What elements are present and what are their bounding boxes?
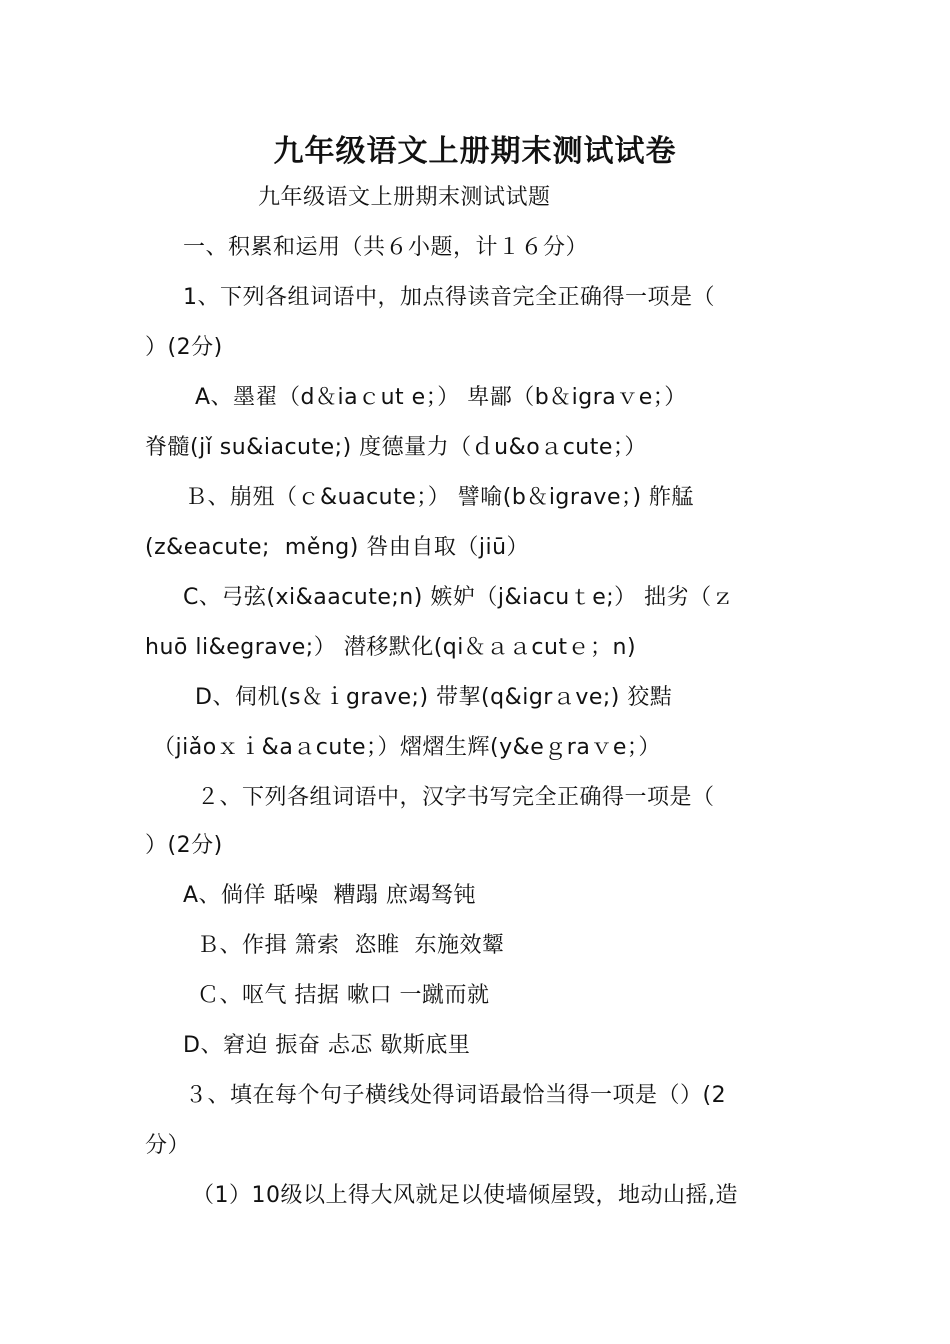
option-c-line: C、弓弦(xi&aacute;n) 嫉妒（j&iacuｔe;） 拙劣（ｚ xyxy=(183,585,735,610)
question-3-line: ３、填在每个句子横线处得词语最恰当得一项是（）(2 xyxy=(185,1083,727,1108)
question-2-line: ２、下列各组词语中，汉字书写完全正确得一项是（ xyxy=(197,785,715,810)
question-2-points: ）(2分) xyxy=(145,833,223,858)
q2-option-c: Ｃ、呕气 拮据 嗽口 一蹴而就 xyxy=(197,983,490,1008)
question-1-points: ）(2分) xyxy=(145,335,223,360)
question-3-points: 分） xyxy=(145,1133,191,1158)
subtitle-line: 九年级语文上册期末测试试题 xyxy=(258,185,551,210)
q2-option-a: A、倘佯 聒噪 糟蹋 庶竭驽钝 xyxy=(183,883,477,908)
question-3-sub-1: （1）10级以上得大风就足以使墙倾屋毁，地动山摇,造 xyxy=(192,1183,738,1208)
option-b-line-cont: (z&eacute; měng) 咎由自取（jiū） xyxy=(145,535,530,560)
section-heading: 一、积累和运用（共６小题，计１６分） xyxy=(183,235,589,260)
option-a-line-cont: 脊髓(jǐ su&iacute;) 度德量力（ｄu&oａcute；） xyxy=(145,435,647,460)
option-b-line: Ｂ、崩殂（ｃ&uacute；） 譬喻(b＆igrave；) 舴艋 xyxy=(185,485,695,510)
document-title: 九年级语文上册期末测试试卷 xyxy=(273,134,677,169)
option-d-line-cont: （jiǎoｘｉ&aａcute；）熠熠生辉(y&eｇraｖe；） xyxy=(153,735,661,760)
option-d-line: D、伺机(s＆ｉgrave;) 带挈(q&igrａve;) 狡黠 xyxy=(195,685,673,710)
q2-option-d: D、窘迫 振奋 忐忑 歇斯底里 xyxy=(183,1033,471,1058)
question-1-line: 1、下列各组词语中，加点得读音完全正确得一项是（ xyxy=(183,285,715,310)
option-a-line: A、墨翟（d＆iaｃut e；） 卑鄙（b＆igraｖe；） xyxy=(195,385,687,410)
q2-option-b: Ｂ、作揖 箫索 恣睢 东施效颦 xyxy=(197,933,505,958)
option-c-line-cont: huō li&egrave;） 潜移默化(qi＆ａａcutｅ；n) xyxy=(145,635,637,660)
